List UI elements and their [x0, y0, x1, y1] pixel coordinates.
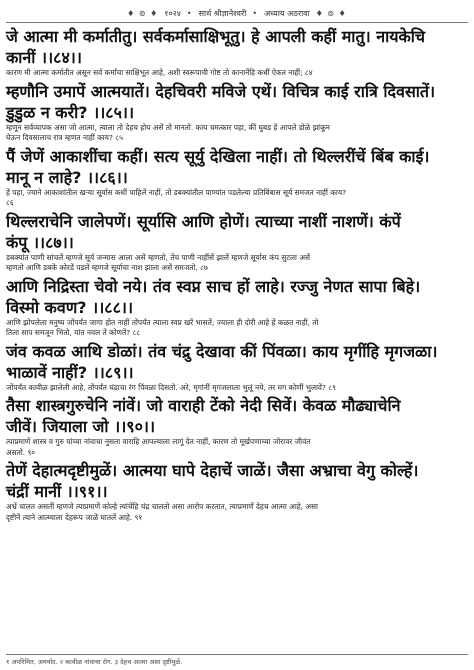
left-ornament: ♦ ⊚ ♦ [127, 8, 159, 18]
prose-translation: अभ्रें चालत असतीं म्हणजे त्याप्रमाणें कोल्हे त्यांचेंहि चंद्र चालतो असा आरोप करतात, त्याप्रमाणें देहच आत्मा आहे, असा दृष्टीनें त्याने आत्म्याला देहरूप जाळें घातलें आहे. ९१ [6, 502, 318, 522]
separator-dot: • [186, 8, 193, 18]
page-content [6, 26, 468, 523]
ovi-verse: तैसा शास्त्रगुरुचेनि नांवें। जो वाराही टेंको नेदी सिवें। केवळ मौढ्याचेनि जीवें। जियाला जो ।।९०।। [6, 396, 401, 436]
right-ornament: ♦ ⊚ ♦ [315, 8, 347, 18]
chapter-title: अध्याय अठरावा [264, 8, 310, 18]
ovi-verse: आणि निद्रिस्ता चेवो नये। तंव स्वप्न साच हों लाहे। रज्जु नेणत सापा बिहे। विस्मो कवण? ।।८८।। [6, 276, 421, 317]
prose-translation: कारण मी आत्मा कर्मातीत असून सर्व कर्मांचा साक्षिभूत आहे, अशी स्वरूपाची गोष्ट तो कानानेंहि कधीं ऐकत नाहीं; ८४ [6, 68, 313, 77]
book-title: सार्थ श्रीज्ञानेश्वरी [198, 8, 247, 18]
prose-translation: आणि झोपलेला मनुष्य जोंपर्यंत जागा होत नाहीं तोंपर्यंत त्याला स्वप्न खरें भासतें; ज्याला ही दोरी आहे हें कळत नाहीं, तो तिला साप समजून भितो, यांत नवल तें कोणतें? ८८ [6, 317, 319, 337]
page-header [6, 4, 468, 23]
prose-translation: म्हणून सर्वव्यापक असा जो आत्मा, त्याला तो देहच होय असें तो मानतो. काय चमत्कार पहा, कीं घुबड हें आपले डोळे झांकून घेऊन दिवसालाच रात्र म्हणत नाहीं काय? ८५ [6, 122, 330, 142]
ovi-verse: तेणें देहात्मदृष्टीमुळें। आत्मया घापे देहाचें जाळें। जैसा अभ्राचा वेगु कोल्हें। चंद्रीं मानीं ।।९१।। [6, 461, 419, 501]
ovi-verse: जंव कवळ आथि डोळां। तंव चंद्रु देखावा कीं पिंवळा। काय मृगींहि मृगजळा। भाळावें नाहीं? ।।८९।। [6, 341, 438, 382]
prose-translation: डबक्यांत पाणी सांचलें म्हणजे सूर्य जन्मास आला असें म्हणतो, तेंच पाणी नाहींसें झालें म्हणजे सूर्यास कंप सुटला असें म्हणतो आणि डबकें कोरडें पडलें म्हणजे सूर्याचा नाश झाला असें समजतो, ८७ [6, 252, 310, 272]
prose-translation: त्याप्रमाणें शास्त्र व गुरु यांच्या नांवाचा नुसता वाराहि आपल्याला लागूं देत नाहीं, कारण तो मूर्खपणाच्या जोरावर जीवंत असतो. ९० [6, 437, 311, 457]
ovi-verse: थिल्लराचेनि जालेपणें। सूर्यासि आणि होणें। त्याच्या नाशीं नाशणें। कंपें कंपू ।।८७।। [6, 211, 401, 252]
ovi-verse: म्हणौनि उमापें आत्मयातें। देहचिवरी मविजे एथें। विचित्र काई रात्रि दिवसातें। डुडुळ न करी? ।।८५।। [6, 81, 436, 122]
separator-dot: • [252, 8, 259, 18]
footnotes: १ अपरिमित, अमर्याद. २ कावीळ नांवाचा रोग. ३ देहच आत्मा अशा दृष्टीमुळें. [6, 654, 468, 666]
prose-translation: जोंपर्यंत कावीळ झालेली आहे, तोंपर्यंत चंद्राचा रंग पिंवळा दिसतो. अरे, मृगांनीं मृगजलाला भुलूं नये, तर मग कोणीं भुलावें? ८९ [6, 382, 336, 392]
prose-translation: हें पहा, ज्याने आकाशांतील खऱ्या सूर्यास कधीं पाहिलें नाहीं, तो डबक्यांतील पाण्यांत पडलेल्या प्रतिबिंबास सूर्य समजत नाहीं काय? ८६ [6, 187, 347, 207]
page-number: १०२४ [164, 8, 181, 18]
ovi-verse: जे आत्मा मी कर्मातीतु। सर्वकर्मासाक्षिभूतु। हे आपली कहीं मातु। नायकेचि कानीं ।।८४।। [6, 27, 426, 67]
ovi-verse: पैं जेणें आकाशींचा कहीं। सत्य सूर्यु देखिला नाहीं। तो थिल्लरींचें बिंब काई। मानू न लाहे? ।।८६।। [6, 146, 430, 187]
